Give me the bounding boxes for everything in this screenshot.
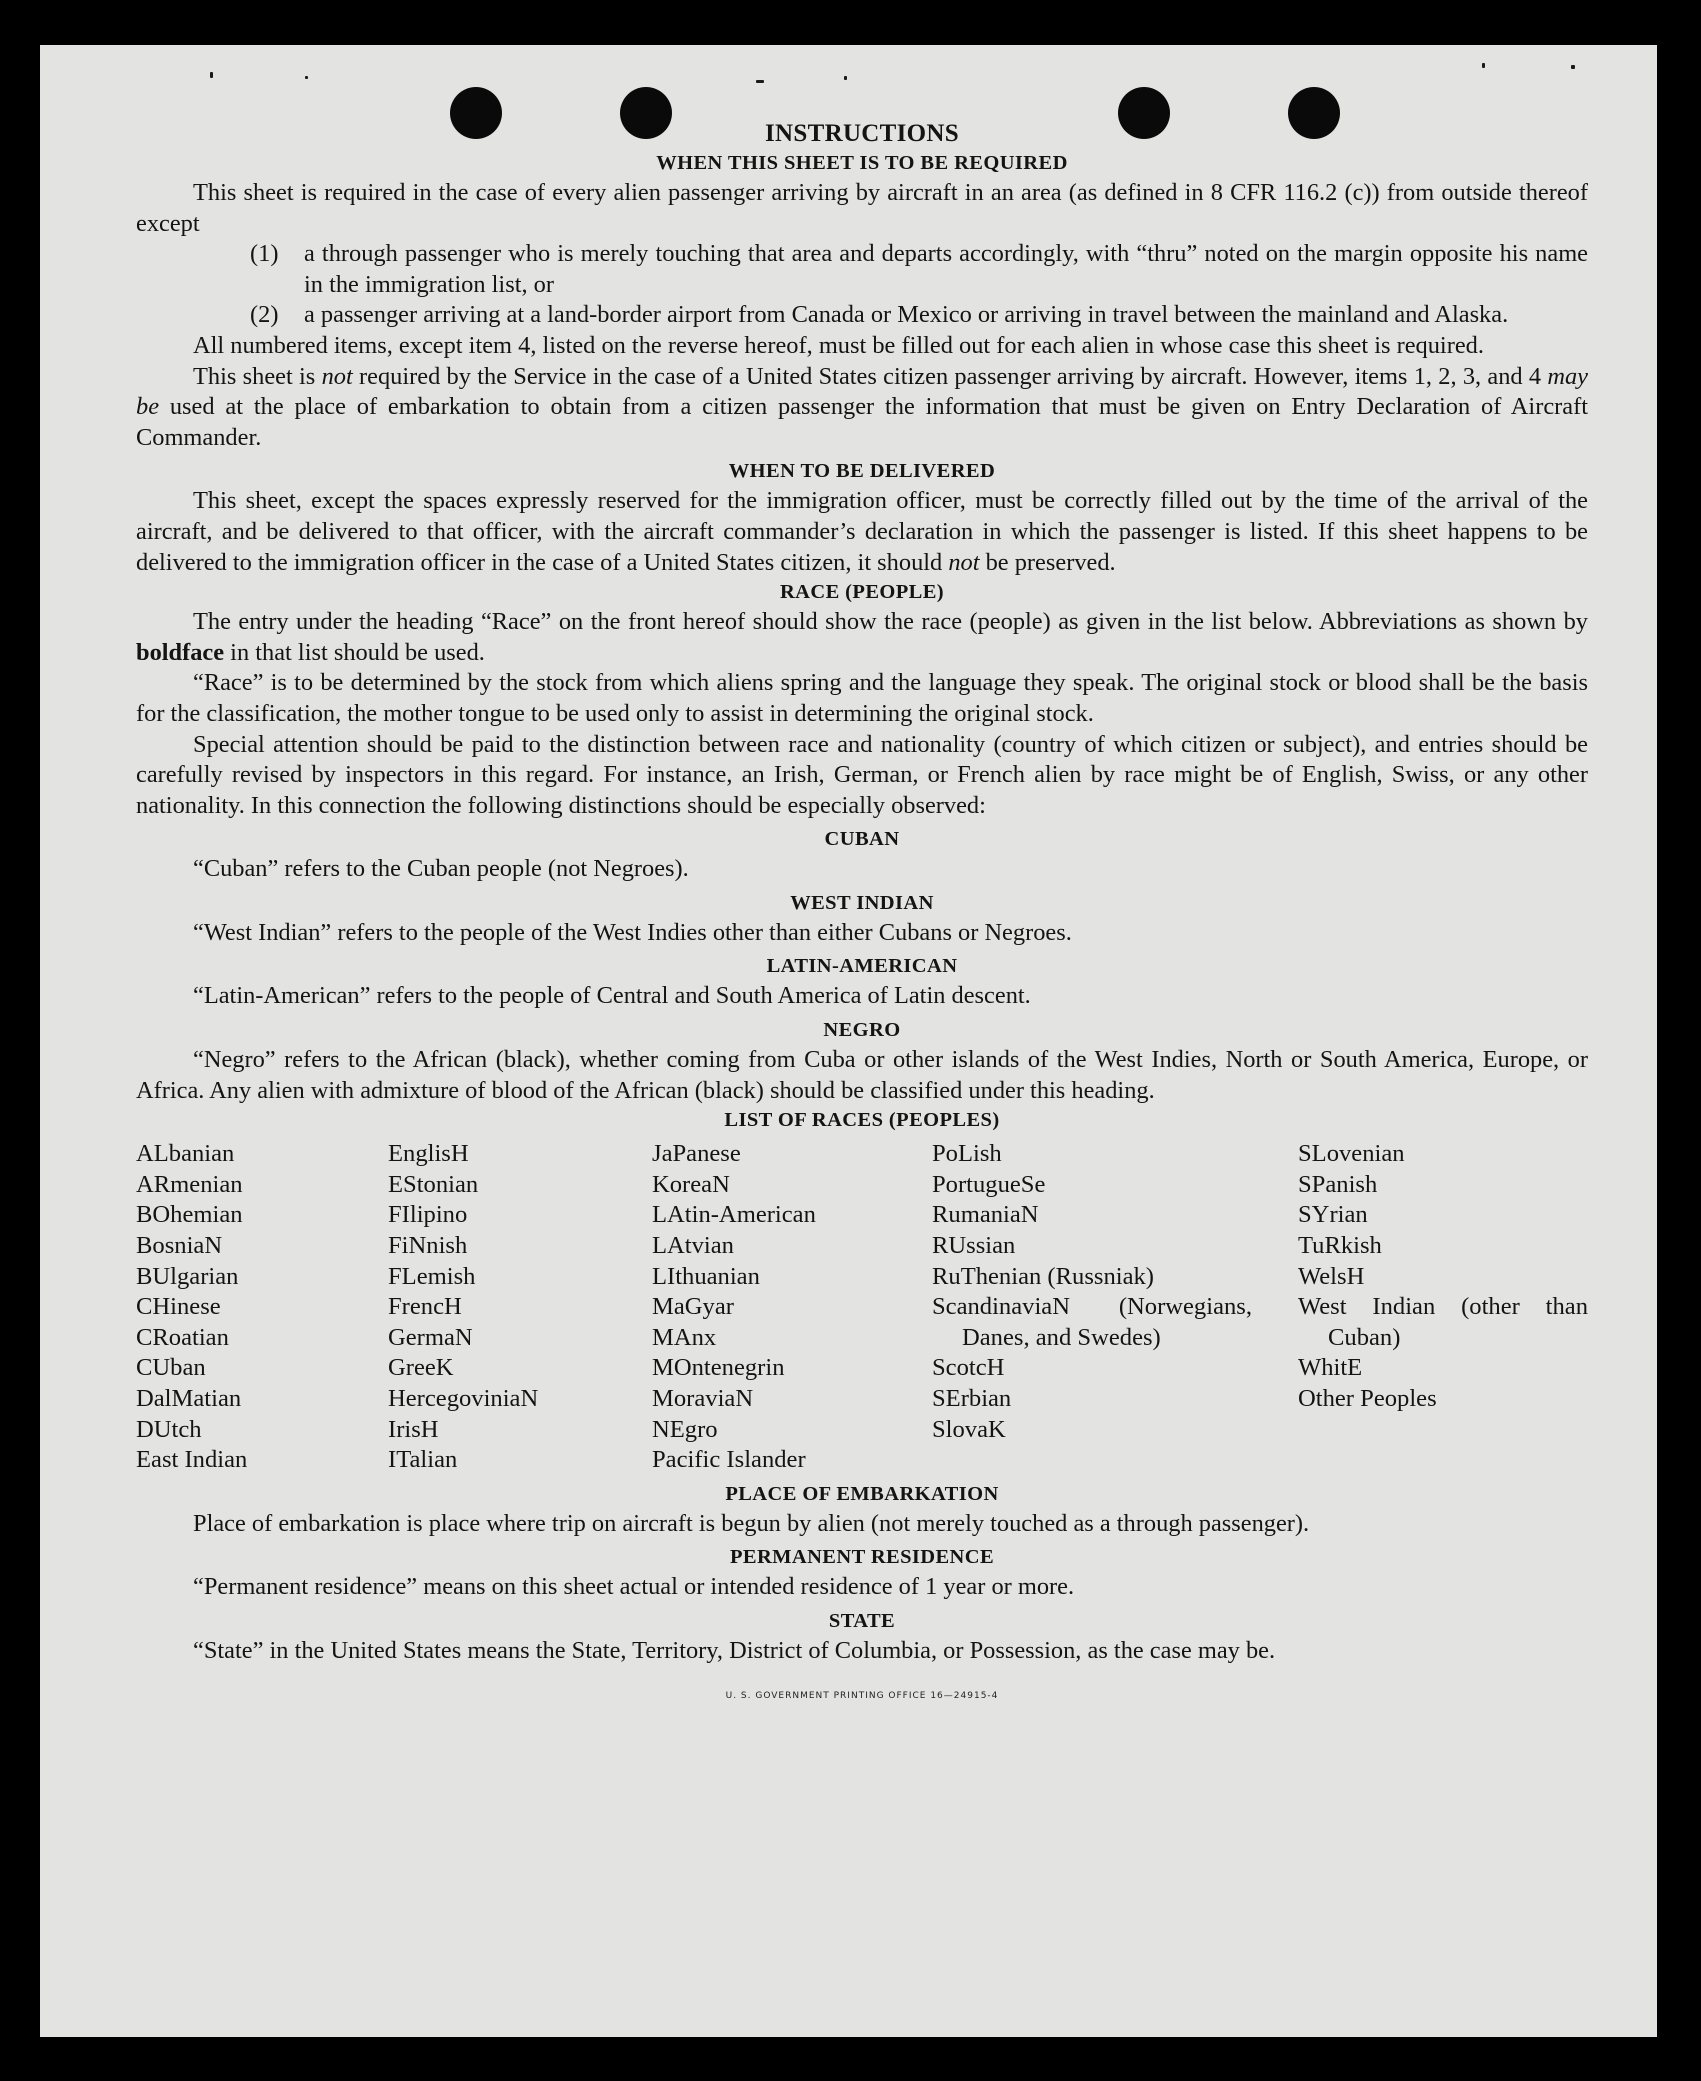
race-entry: GermaN: [388, 1323, 473, 1351]
heading-list-of-races: LIST OF RACES (PEOPLES): [724, 1109, 1000, 1132]
instructions-content: [136, 119, 1588, 1711]
race-entry: BUlgarian: [136, 1262, 239, 1290]
heading-when-required: WHEN THIS SHEET IS TO BE REQUIRED: [656, 152, 1068, 174]
race-entry: PortugueSe: [932, 1170, 1046, 1198]
race-entry: BOhemian: [136, 1201, 243, 1229]
race-paragraph-1: The entry under the heading “Race” on the front hereof should show the race (people) as given in the list below. Abbreviations as shown by boldface in that list should be used.: [136, 608, 1588, 666]
race-entry: DUtch: [136, 1415, 202, 1443]
latin-american-text: “Latin-American” refers to the people of Central and South America of Latin descent.: [193, 982, 1031, 1010]
race-entry: SErbian: [932, 1385, 1012, 1412]
race-entry: WhitE: [1298, 1354, 1363, 1382]
race-column: [652, 1139, 932, 1476]
race-list: [136, 1139, 1588, 1476]
race-entry: ITalian: [388, 1446, 458, 1474]
race-entry: BosniaN: [136, 1232, 223, 1260]
race-entry: CRoatian: [136, 1323, 229, 1351]
race-column: [388, 1139, 652, 1476]
race-entry: SLovenian: [1298, 1140, 1405, 1168]
when-delivered-text: This sheet, except the spaces expressly reserved for the immigration officer, must be correctly filled out by the time of the arrival of the aircraft, and be delivered to that officer, with the aircraft commander’s declaration in which the passenger is listed. If this sheet happens to be delivered to the immigration officer in the case of a United States citizen, it should not be preserved.: [136, 487, 1588, 576]
speck-mark: [1482, 63, 1485, 68]
speck-mark: [305, 76, 308, 79]
item-number: (1): [250, 240, 279, 268]
negro-text: “Negro” refers to the African (black), whether coming from Cuba or other islands of the West Indies, North or South America, Europe, or Africa. Any alien with admixture of blood of the African (black) should be classified under this heading.: [136, 1046, 1588, 1104]
race-entry: MAnx: [652, 1323, 717, 1351]
exception-item: [136, 239, 1588, 300]
race-entry: TuRkish: [1298, 1232, 1382, 1260]
race-entry: ScandinaviaN (Norwegians, Danes, and Swedes): [932, 1293, 1252, 1351]
race-column: [932, 1139, 1298, 1476]
race-entry: FIlipino: [388, 1201, 468, 1229]
heading-permanent-residence: PERMANENT RESIDENCE: [729, 1546, 995, 1569]
race-column: [136, 1139, 388, 1476]
race-entry: FiNnish: [388, 1232, 468, 1260]
speck-mark: [210, 72, 213, 78]
race-paragraph-3: Special attention should be paid to the distinction between race and nationality (country of which citizen or subject), and entries should be carefully revised by inspectors in this regard. For instance, an Irish, German, or French alien by race might be of English, Swiss, or any other nationality. In this connection the following distinctions should be especially observed:: [136, 730, 1588, 819]
heading-state: STATE: [828, 1609, 896, 1632]
heading-when-delivered: WHEN TO BE DELIVERED: [728, 460, 996, 483]
race-paragraph-2: “Race” is to be determined by the stock from which aliens spring and the language they speak. The original stock or blood shall be the basis for the classification, the mother tongue to be used only to assist in determining the original stock.: [136, 669, 1588, 727]
item-number: (2): [250, 301, 279, 329]
race-entry: Other Peoples: [1298, 1385, 1437, 1412]
race-entry: RuThenian (Russniak): [932, 1262, 1154, 1290]
race-entry: Pacific Islander: [652, 1446, 806, 1474]
heading-latin-american: LATIN-AMERICAN: [766, 955, 958, 978]
race-entry: ARmenian: [136, 1170, 243, 1198]
race-entry: KoreaN: [652, 1170, 730, 1198]
race-entry: JaPanese: [652, 1140, 741, 1168]
race-entry: SlovaK: [932, 1415, 1006, 1443]
numbered-items-paragraph: All numbered items, except item 4, listed on the reverse hereof, must be filled out for each alien in whose case this sheet is required.: [193, 331, 1484, 359]
race-entry: LAtvian: [652, 1232, 734, 1260]
race-entry: IrisH: [388, 1415, 439, 1443]
heading-place-of-embarkation: PLACE OF EMBARKATION: [725, 1482, 999, 1505]
west-indian-text: “West Indian” refers to the people of the West Indies other than either Cubans or Negroes.: [193, 918, 1072, 946]
speck-mark: [844, 76, 847, 80]
race-entry: West Indian (other than Cuban): [1298, 1293, 1588, 1351]
race-entry: MaGyar: [652, 1293, 734, 1321]
race-entry: LIthuanian: [652, 1262, 760, 1290]
race-entry: RUssian: [932, 1232, 1016, 1260]
race-entry: LAtin-American: [652, 1201, 816, 1229]
citizen-paragraph: This sheet is not required by the Service in the case of a United States citizen passenger arriving by aircraft. However, items 1, 2, 3, and 4 may be used at the place of embarkation to obtain from a citizen passenger the information that must be given on Entry Declaration of Aircraft Commander.: [136, 362, 1588, 451]
state-text: “State” in the United States means the State, Territory, District of Columbia, or Possession, as the case may be.: [193, 1636, 1276, 1664]
exception-item: [136, 300, 1588, 331]
race-entry: RumaniaN: [932, 1201, 1039, 1229]
heading-race: RACE (PEOPLE): [779, 581, 945, 604]
race-entry: East Indian: [136, 1446, 248, 1474]
race-entry: HercegoviniaN: [388, 1385, 539, 1412]
permanent-residence-text: “Permanent residence” means on this sheet actual or intended residence of 1 year or more.: [193, 1573, 1075, 1601]
race-entry: FrencH: [388, 1293, 462, 1321]
race-entry: MoraviaN: [652, 1385, 754, 1412]
race-entry: FLemish: [388, 1262, 476, 1290]
race-entry: PoLish: [932, 1140, 1002, 1168]
race-entry: GreeK: [388, 1354, 454, 1382]
printing-office-footer: U. S. GOVERNMENT PRINTING OFFICE 16—24915-4: [725, 1690, 999, 1701]
item-text: a passenger arriving at a land-border airport from Canada or Mexico or arriving in travel between the mainland and Alaska.: [304, 301, 1509, 329]
when-required-intro: This sheet is required in the case of every alien passenger arriving by aircraft in an area (as defined in 8 CFR 116.2 (c)) from outside thereof except: [136, 179, 1588, 237]
heading-cuban: CUBAN: [824, 828, 900, 851]
speck-mark: [1571, 65, 1575, 69]
race-entry: EnglisH: [388, 1140, 469, 1168]
heading-negro: NEGRO: [823, 1019, 901, 1042]
race-entry: SYrian: [1298, 1201, 1368, 1229]
race-entry: ScotcH: [932, 1354, 1005, 1382]
heading-west-indian: WEST INDIAN: [790, 891, 934, 914]
document-sheet: [40, 45, 1657, 2037]
race-entry: EStonian: [388, 1170, 479, 1198]
race-entry: SPanish: [1298, 1170, 1378, 1198]
race-entry: WelsH: [1298, 1262, 1365, 1290]
race-entry: CUban: [136, 1354, 206, 1382]
race-entry: DalMatian: [136, 1385, 242, 1412]
race-column: [1298, 1139, 1588, 1476]
race-entry: ALbanian: [136, 1140, 235, 1168]
item-text: a through passenger who is merely touching that area and departs accordingly, with “thru” noted on the margin opposite his name in the immigration list, or: [304, 240, 1588, 298]
cuban-text: “Cuban” refers to the Cuban people (not Negroes).: [193, 855, 689, 883]
race-entry: NEgro: [652, 1415, 718, 1443]
race-entry: CHinese: [136, 1293, 221, 1321]
speck-mark: [756, 80, 764, 83]
page-title: INSTRUCTIONS: [765, 120, 959, 147]
race-entry: MOntenegrin: [652, 1354, 785, 1382]
place-of-embarkation-text: Place of embarkation is place where trip on aircraft is begun by alien (not merely touched as a through passenger).: [193, 1509, 1310, 1537]
